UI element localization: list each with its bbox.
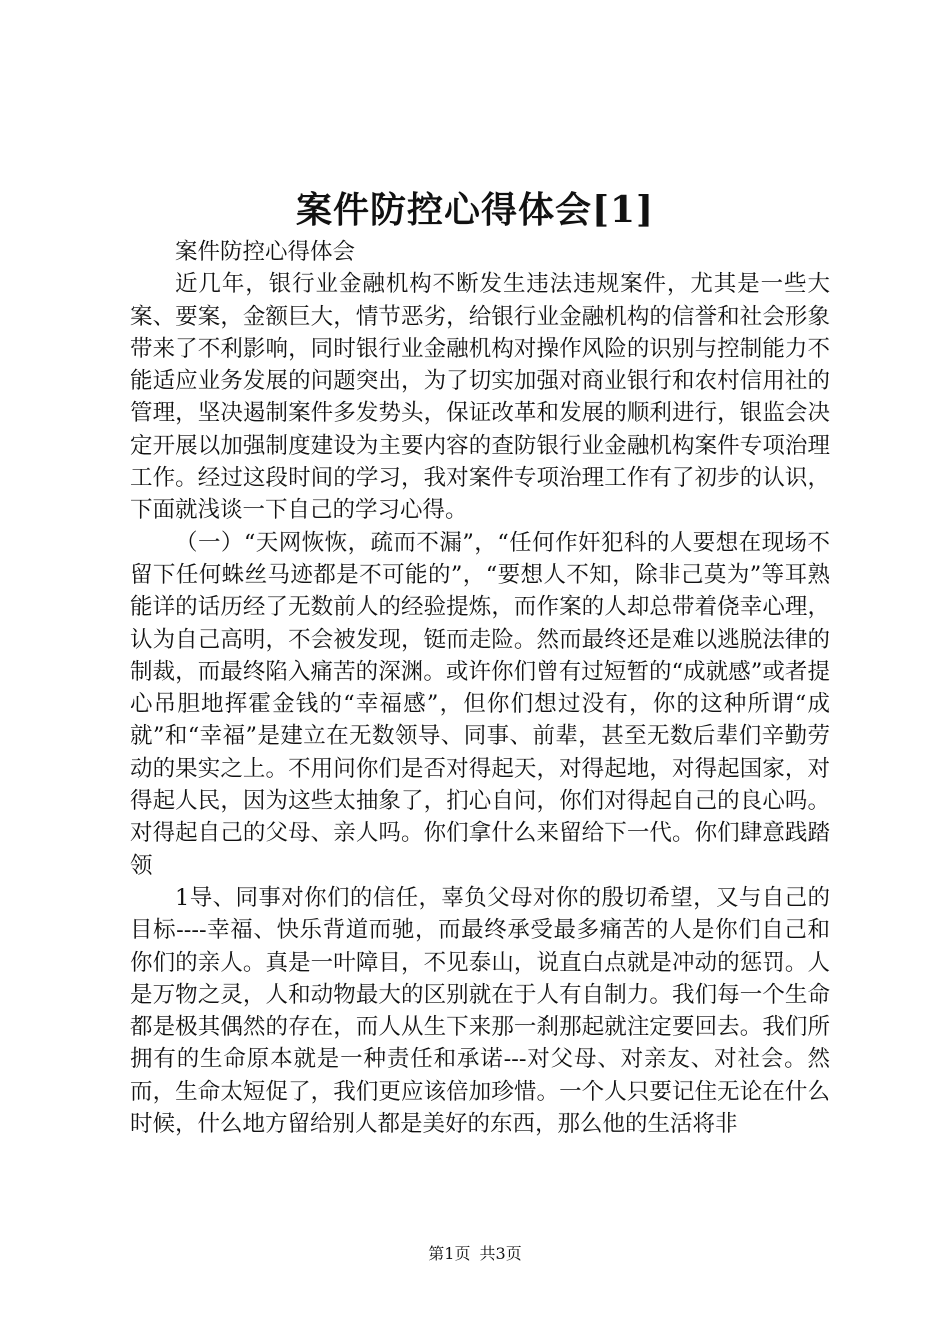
document-body [130,236,830,1140]
paragraph-subtitle: 案件防控心得体会 [175,239,356,265]
document-title: 案件防控心得体会[1] [295,189,655,231]
paragraph-continuation: 1导、同事对你们的信任，辜负父母对你的殷切希望，又与自己的目标----幸福、快乐背道而驰，而最终承受最多痛苦的人是你们自己和你们的亲人。真是一叶障目，不见泰山，说直白点就是冲动的惩罚。人是万物之灵，人和动物最大的区别就在于人有自制力。我们每一个生命都是极其偶然的存在，而人从生下来那一刹那起就注定要回去。我们所拥有的生命原本就是一种责任和承诺---对父母、对亲友、对社会。然而，生命太短促了，我们更应该倍加珍惜。一个人只要记住无论在什么时候，什么地方留给别人都是美好的东西，那么他的生活将非 [130,884,830,1138]
page-footer [0,1243,950,1265]
paragraph-intro: 近几年，银行业金融机构不断发生违法违规案件，尤其是一些大案、要案，金额巨大，情节恶劣，给银行业金融机构的信誉和社会形象带来了不利影响，同时银行业金融机构对操作风险的识别与控制能力不能适应业务发展的问题突出，为了切实加强对商业银行和农村信用社的管理，坚决遏制案件多发势头，保证改革和发展的顺利进行，银监会决定开展以加强制度建设为主要内容的查防银行业金融机构案件专项治理工作。经过这段时间的学习，我对案件专项治理工作有了初步的认识，下面就浅谈一下自己的学习心得。 [130,271,830,524]
page-number: 第1页 [428,1244,471,1263]
paragraph-section-one: （一）“天网恢恢，疏而不漏”，“任何作奸犯科的人要想在现场不留下任何蛛丝马迹都是不可能的”，“要想人不知，除非己莫为”等耳熟能详的话历经了无数前人的经验提炼，而作案的人却总带着侥幸心理，认为自己高明，不会被发现，铤而走险。然而最终还是难以逃脱法律的制裁，而最终陷入痛苦的深渊。或许你们曾有过短暂的“成就感”或者提心吊胆地挥霍金钱的“幸福感”，但你们想过没有，你的这种所谓“成就”和“幸福”是建立在无数领导、同事、前辈，甚至无数后辈们辛勤劳动的果实之上。不用问你们是否对得起天，对得起地，对得起国家，对得起人民，因为这些太抽象了，扪心自问，你们对得起自己的良心吗。对得起自己的父母、亲人吗。你们拿什么来留给下一代。你们肆意践踏领 [130,529,830,879]
page-total: 共3页 [479,1244,522,1263]
